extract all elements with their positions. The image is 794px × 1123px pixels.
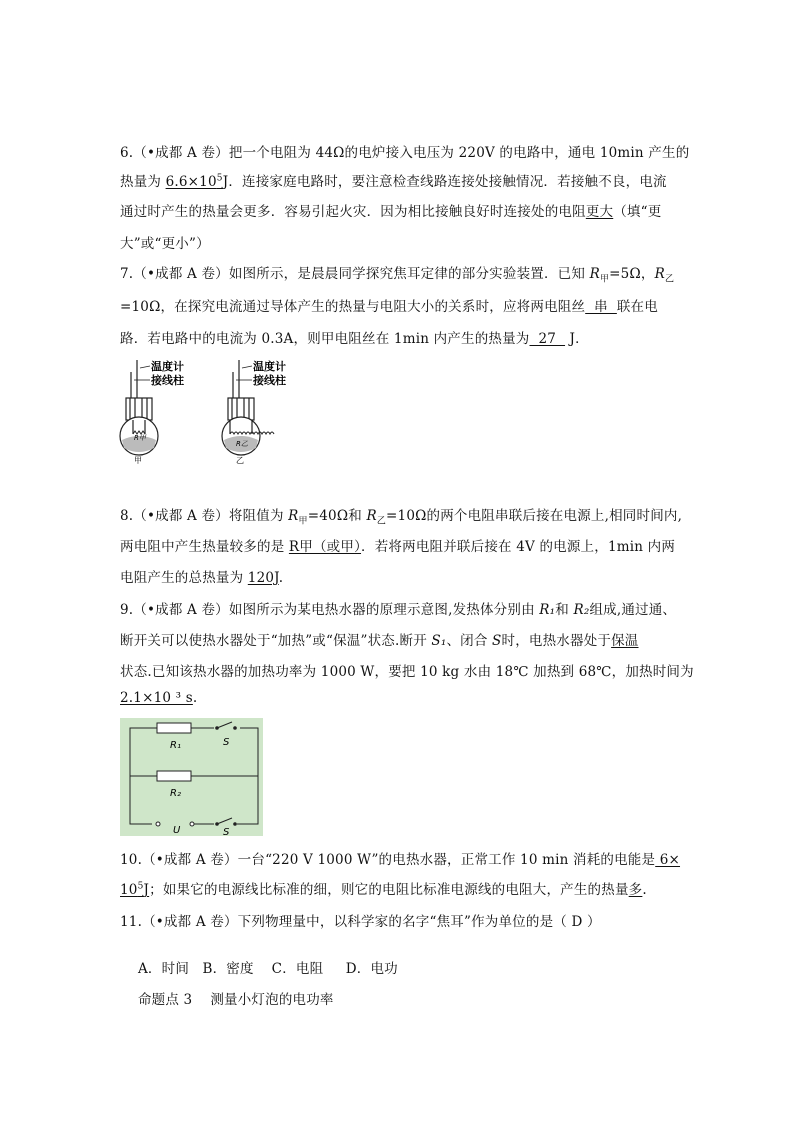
q6-text: 热量为 (120, 174, 166, 190)
q9-text: . (192, 690, 198, 706)
q7-r-yi-sub: 乙 (664, 274, 675, 285)
q7-text: =10Ω，在探究电流通过导体产生的热量与电阻大小的关系时，应将两电阻丝 (120, 299, 586, 315)
q6-text: 6.（•成都 A 卷）把一个电阻为 44Ω的电炉接入电压为 220V 的电路中，通电 10min 产生的 (120, 145, 690, 161)
q11-line-1 (120, 910, 601, 930)
switch-bottom-contact (233, 822, 237, 826)
q7-text: 联在电 (616, 299, 658, 315)
q8-text: =40Ω和 (307, 508, 367, 524)
q9-answer-1: 保温 (611, 633, 639, 649)
q7-answer-1: 串 (585, 299, 617, 315)
terminal-label: 接线柱 (151, 374, 184, 387)
resistor-r1 (157, 723, 191, 733)
terminal (156, 822, 160, 826)
q6-text: J．连接家庭电路时，要注意检查线路连接处接触情况．若接触不良，电流 (222, 174, 667, 190)
q6-line-2 (120, 170, 667, 190)
q6-text: 大”或“更小”） (120, 236, 210, 252)
q7-text: J． (565, 331, 589, 347)
q10-line-1 (120, 848, 680, 868)
q6-text: 通过时产生的热量会更多．容易引起火灾．因为相比接触良好时连接处的电阻 (120, 204, 586, 220)
q9-text: 断开关可以使热水器处于“加热”或“保温”状态.断开 (120, 633, 432, 649)
q8-line-1 (120, 504, 682, 527)
q7-r-jia-sub: 甲 (599, 274, 610, 285)
q10-text: 10.（•成都 A 卷）一台“220 V 1000 W”的电热水器，正常工作 10 min 消耗的电能是 (120, 852, 656, 868)
circuit-figure (120, 718, 263, 836)
thermometer-label: 温度计 (151, 360, 184, 373)
q10-answer-base: 10 (120, 882, 138, 898)
q9-text: 状态.已知该热水器的加热功率为 1000 W，要把 10 kg 水由 18℃ 加热到 68℃，加热时间为 (120, 664, 694, 680)
q8-text: ．若将两电阻并联后接在 4V 的电源上，1min 内两 (361, 539, 676, 555)
q7-r-jia: R (589, 266, 600, 282)
switch-top-contact (233, 726, 237, 730)
q6-line-3 (120, 200, 661, 220)
q6-answer-exp: 5 (216, 173, 223, 184)
q8-r-jia: R (288, 508, 299, 524)
q10-answer-2: 多 (628, 882, 643, 898)
terminal-label: 接线柱 (253, 374, 286, 387)
q7-answer-2: 27 (529, 331, 566, 347)
q6-answer-base: 6.6×10 (165, 174, 217, 190)
q6-answer-1 (166, 174, 223, 190)
q7-text: 7.（•成都 A 卷）如图所示，是晨晨同学探究焦耳定律的部分实验装置．已知 (120, 266, 590, 282)
q9-line-2 (120, 629, 639, 649)
q8-text: =10Ω的两个电阻串联后接在电源上,相同时间内, (386, 508, 683, 524)
r1-label: R₁ (170, 740, 181, 751)
topic-label: 命题点 3 测量小灯泡的电功率 (137, 992, 334, 1008)
r2-label: R₂ (170, 788, 181, 799)
q10-answer-1a: 6× (655, 852, 681, 868)
q8-text: 电阻产生的总热量为 (120, 570, 248, 586)
q8-text: 8.（•成都 A 卷）将阻值为 (120, 508, 289, 524)
q7-text: =5Ω， (609, 266, 655, 282)
q10-text: . (642, 882, 647, 898)
q10-text: ；如果它的电源线比标准的细，则它的电阻比标准电源线的电阻大，产生的热量 (149, 882, 629, 898)
q8-text: . (278, 570, 284, 586)
q8-text: 两电阻中产生热量较多的是 (120, 539, 289, 555)
q9-line-1 (120, 598, 676, 618)
q9-line-4 (120, 690, 197, 706)
q8-answer-2: 120J (247, 570, 279, 586)
flask-caption-jia: 甲 (134, 456, 142, 465)
q9-text: 、闭合 (446, 633, 493, 649)
q8-r-yi: R (366, 508, 377, 524)
r-yi-label: R乙 (236, 440, 248, 448)
q7-r-yi: R (654, 266, 665, 282)
r-jia-label: R甲 (134, 434, 146, 442)
flask-figure (118, 358, 308, 466)
q10-line-2 (120, 878, 647, 898)
q9-r2: R₂ (573, 602, 590, 618)
q9-text: 组成,通过通、 (589, 602, 677, 618)
thermometer-label: 温度计 (253, 360, 286, 373)
switch-s1-label: S (223, 827, 230, 836)
q10-answer-1b (120, 882, 149, 898)
q10-answer-exp: 5 (137, 881, 144, 892)
q7-line-3 (120, 327, 589, 347)
q6-text: （填“更 (613, 204, 662, 220)
q6-line-1 (120, 141, 689, 161)
q6-answer-2: 更大 (585, 204, 614, 220)
switch-s-label: S (223, 737, 230, 748)
q8-answer-1: R甲（或甲） (288, 539, 362, 555)
q7-text: 路．若电路中的电流为 0.3A，则甲电阻丝在 1min 内产生的热量为 (120, 331, 530, 347)
q9-s: S (492, 633, 502, 649)
q8-line-2 (120, 535, 675, 555)
q7-line-2 (120, 295, 658, 315)
q9-s1: S₁ (431, 633, 447, 649)
q11-text: 11.（•成都 A 卷）下列物理量中，以科学家的名字“焦耳”作为单位的是（ D ） (120, 914, 601, 930)
flask-caption-yi: 乙 (236, 456, 244, 465)
terminal (190, 822, 194, 826)
q7-line-1 (120, 262, 674, 285)
voltage-u-label: U (173, 825, 181, 836)
q6-line-4 (120, 232, 210, 252)
resistor-r2 (157, 771, 191, 781)
q9-text: 时，电热水器处于 (501, 633, 612, 649)
q8-line-3 (120, 566, 283, 586)
q8-r-yi-sub: 乙 (376, 516, 387, 527)
q11-options-text: A．时间 B．密度 C．电阻 D．电功 (137, 961, 398, 977)
q9-r1: R₁ (539, 602, 556, 618)
q9-line-3 (120, 660, 694, 680)
q8-r-jia-sub: 甲 (298, 516, 308, 527)
q10-answer-unit: J (143, 882, 150, 898)
q9-answer-2: 2.1×10 ³ s (120, 690, 193, 706)
q9-text: 和 (555, 602, 574, 618)
q9-text: 9.（•成都 A 卷）如图所示为某电热水器的原理示意图,发热体分别由 (120, 602, 540, 618)
topic-heading (120, 972, 334, 1024)
